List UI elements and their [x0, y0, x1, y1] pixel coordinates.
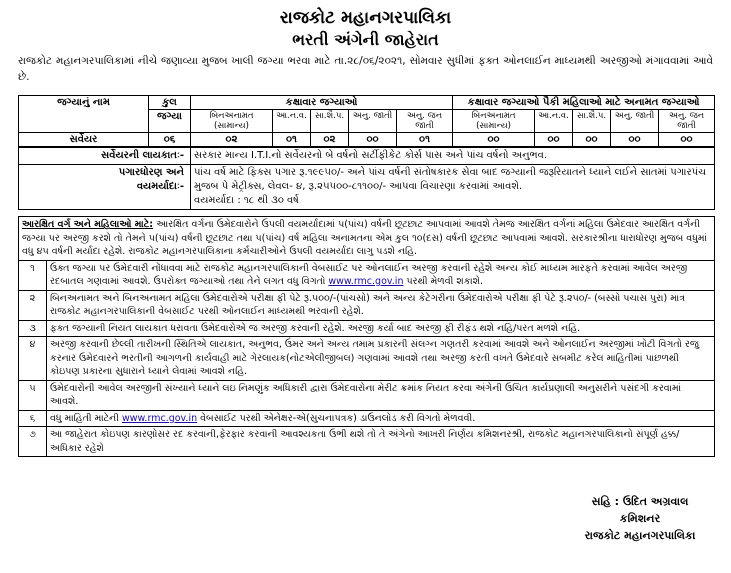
sub-header: બિનઅનામત (સામાન્ય): [453, 110, 535, 133]
pay-label: [19, 165, 191, 210]
table-row: [19, 133, 715, 147]
item-number: ૩: [19, 320, 47, 337]
pay-label-line1: પગારધોરણ અને: [118, 167, 184, 178]
col-total-header-2: જગ્યા: [149, 110, 191, 133]
category-count: ૦૦: [349, 133, 397, 147]
signature-designation: કમિશનર: [619, 512, 661, 525]
women-count: ૦૦: [453, 133, 535, 147]
signature-block: [560, 493, 720, 544]
women-count: ૦૦: [573, 133, 611, 147]
col-total-header: કુલ: [149, 96, 191, 110]
list-item: [19, 410, 715, 427]
sub-header: અનુ. જન જાતી: [659, 110, 715, 133]
col-post-header: જગ્યાનું નામ: [19, 96, 149, 133]
list-item: [19, 380, 715, 410]
sub-header: આ.ન.વ.: [273, 110, 311, 133]
sub-header: બિનઅનામત (સામાન્ય): [191, 110, 273, 133]
qualification-table: [18, 147, 715, 210]
group-women-header: કક્ષાવાર જગ્યાઓ પૈકી મહિલાઓ માટે અનામત જગ્યાઓ: [453, 96, 715, 110]
sub-header: અનુ. જન જાતી: [397, 110, 453, 133]
item-text: ઉક્ત જગ્યા પર ઉમેદવારી નોંધાવવા માટે રાજકોટ મહાનગરપાલિકાની વેબસાઈટ પર ઓનલાઈન અરજી કરવાની રહેશે અન્ય કોઈ માધ્યમ મારફતે કરવામાં આવેલ અરજી રદબાતલ ગણવામાં આવશે. ઉપરોક્ત જગ્યાઓ તથા તેને લગત વધુ વિગતો: [50, 262, 688, 287]
item-text: આ જાહેરાત કોઇપણ કારણોસર રદ કરવાની,ફેરફાર કરવાની આવશ્યકતા ઉભી થશે તો તે અંગેનો આખરી નિર્ણય કમિશનરશ્રી, રાજકોટ મહાનગરપાલિકાનો સંપૂર્ણ હક્ક/અધિકાર રહેશે: [47, 427, 715, 457]
list-item: [19, 427, 715, 457]
reserved-heading: આરક્ષિત વર્ગ અને મહિલાઓ માટે:: [22, 219, 154, 230]
item-text: ફક્ત જગ્યાની નિયત લાયકાત ધરાવતા ઉમેદવારોએ જ અરજી કરવાની રહેશે. અરજી કર્યા બાદ અરજી ફી રીફંડ થશે નહિ/પરત મળશે નહિ.: [47, 320, 715, 337]
page-subtitle: ભરતી અંગેની જાહેરાત: [292, 30, 439, 49]
age-limit: વયમર્યાદા : ૧૮ થી ૩૦ વર્ષ: [194, 195, 299, 206]
item-number: ૪: [19, 337, 47, 381]
women-count: ૦૦: [611, 133, 659, 147]
item-number: ૨: [19, 290, 47, 320]
item-number: ૫: [19, 380, 47, 410]
list-item: [19, 260, 715, 290]
item-text: અરજી કરવાની છેલ્લી તારીખની સ્થિતિએ લાયકાત, અનુભવ, ઉંમર અને અન્ય તમામ પ્રકારની સંલગ્ન ગણતરી કરવામાં આવશે અને ઓનલાઈન અરજીમાં ખોટી વિગતો રજુ કરનાર ઉમેદવારને ભરતીની આગળની કાર્યવાહી માટે ગેરલાયક(નોટએલીજીબલ) ગણવામાં આવશે તથા અરજી કરતી વખતે ઉમેદવારે સબમીટ કરેલ માહિતીમાં પાછળથી કોઇપણ પ્રકારના સુધારાને ધ્યાને લેવામાં આવશે નહિ.: [47, 337, 715, 381]
category-count: ૦૨: [311, 133, 349, 147]
category-count: ૦૨: [191, 133, 273, 147]
list-item: [19, 320, 715, 337]
signature-organization: રાજકોટ મહાનગરપાલિકા: [584, 529, 696, 542]
list-item: [19, 337, 715, 381]
category-count: ૦૧: [273, 133, 311, 147]
item-number: ૬: [19, 410, 47, 427]
posts-table: [18, 95, 715, 147]
women-count: ૦૦: [535, 133, 573, 147]
list-item: [19, 290, 715, 320]
group-category-header: કક્ષાવાર જગ્યાઓ: [191, 96, 453, 110]
qualification-label: સર્વેયરની લાયકાતઃ-: [19, 148, 191, 165]
pay-label-line2: વયમર્યાદાઃ-: [136, 181, 184, 192]
item-number: ૭: [19, 427, 47, 457]
pay-text: પાંચ વર્ષ માટે ફિક્સ પગાર રૂ.૧૯૯૫૦/- અને પાંચ વર્ષની સંતોષકારક સેવા બાદ જગ્યાની જરૂરિયાતને ધ્યાને લઈને સાતમાં પગારપંચ મુજબ પે મેટ્રીક્સ, લેવલ- ૪, રૂ.૨૫૫૦૦-૮૧૧૦૦/- આપવા વિચારણા કરવામાં આવશે.: [194, 167, 707, 192]
intro-text: રાજકોટ મહાનગરપાલિકામાં નીચે જણાવ્યા મુજબ ખાલી જગ્યા ભરવા માટે તા.૨૮/૦૬/૨૦૨૧, સોમવાર સુધીમાં ફક્ત ઓનલાઈન માધ્યમથી અરજીઓ મંગાવવામાં આવે છે.: [18, 55, 713, 83]
item-text-after: વેબસાઈટ પરથી એનેક્ષર-એ(સુચનાપત્રક) ડાઉનલોડ કરી વિગતો મેળવવી.: [200, 412, 476, 424]
sub-header: સા.શૈ.પ.: [311, 110, 349, 133]
item-text-after: પરથી મેળવી શકાશે.: [406, 276, 484, 287]
sub-header: અનુ. જાતી: [349, 110, 397, 133]
item-text: બિનઅનામત અને બિનઅનામત મહિલા ઉમેદવારોએ પરીક્ષા ફી પેટે રૂ.૫૦૦/-(પાંચસો) અને અન્ય કેટેગરીના ઉમેદવારોએ પરીક્ષા ફી પેટે રૂ.૨૫૦/- (બસ્સો પચાસ પુરા) માત્ર રાજકોટ મહાનગરપાલિકાની વેબસાઈટ પરથી ઓનલાઈન માધ્યમથી ભરવાની રહેશે.: [47, 290, 715, 320]
item-number: ૧: [19, 260, 47, 290]
qualification-text: સરકાર માન્ય I.T.I.નો સર્વેયરનો બે વર્ષનો સર્ટીફીકેટ કોર્સ પાસ અને પાંચ વર્ષનો અનુભવ.: [191, 148, 715, 165]
signature-name: સહિ : ઉદિત અગ્રવાલ: [591, 495, 689, 508]
website-link[interactable]: www.rmc.gov.in: [328, 276, 404, 287]
post-total: ૦૬: [149, 133, 191, 147]
reserved-text: આરક્ષિત વર્ગના ઉમેદવારોને ઉપલી વયમર્યાદામાં પ(પાંચ) વર્ષની છૂટછાટ આપવામાં આવશે તેમજ આરક્ષિત વર્ગનાં મહિલા ઉમેદવાર આરક્ષિત વર્ગની જગ્યા પર અરજી કરશે તો તેમને પ(પાંચ) વર્ષની છૂટછાટ તથા પ(પાંચ) વર્ષ મહિલા અનામતના એમ કુલ ૧૦(દસ) વર્ષની છૂટછાટ આપવામાં આવશે. સરકારશ્રીના ધારાધોરણ મુજબ વધુમાં વધુ ૪૫ વર્ષની મર્યાદા રહેશે. રાજકોટ મહાનગરપાલિકાના કર્મચારીઓને ઉપલી વયમર્યાદા લાગુ પડશે નહિ.: [22, 219, 707, 257]
women-count: ૦૦: [659, 133, 715, 147]
pay-cell: [191, 165, 715, 210]
sub-header: આ.ન.વ.: [535, 110, 573, 133]
website-link[interactable]: www.rmc.gov.in: [122, 412, 198, 424]
reserved-section: [19, 217, 715, 261]
category-count: ૦૧: [397, 133, 453, 147]
sub-header: સા.શૈ.પ.: [573, 110, 611, 133]
post-name: સર્વેયર: [19, 133, 149, 147]
sub-header: અનુ. જાતી: [611, 110, 659, 133]
page-title: રાજકોટ મહાનગરપાલિકા: [279, 8, 452, 28]
item-text: ઉમેદવારોની આવેલ અરજીની સંખ્યાને ધ્યાને લઇ નિમણુંક અધિકારી દ્વારા ઉમેદવારોના મેરીટ ક્રમાંક નિયત કરવા અંગેની ઉચિત કાર્યપ્રણાલી અનુસરીને પસંદગી કરવામાં આવશે.: [47, 380, 715, 410]
item-text: વધુ માહિતી માટેની: [50, 412, 119, 424]
instructions-table: [18, 216, 715, 457]
